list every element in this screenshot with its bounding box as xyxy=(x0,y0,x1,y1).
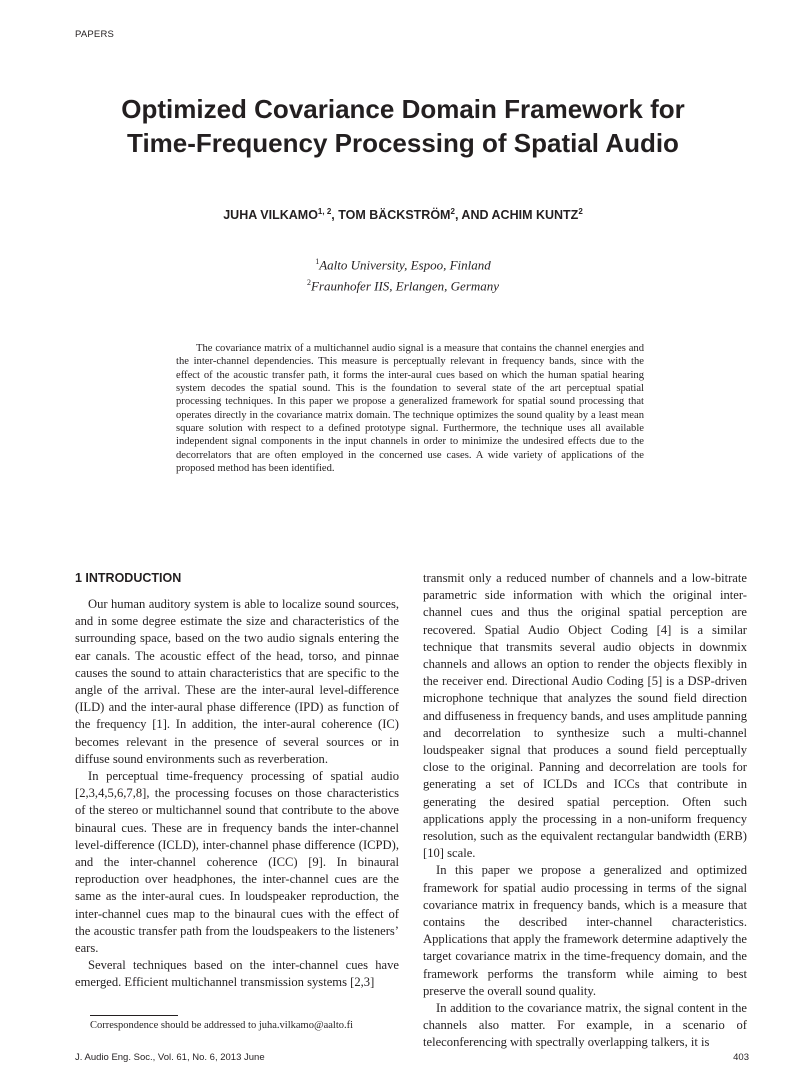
paper-title xyxy=(0,92,806,160)
author-name: , AND ACHIM KUNTZ xyxy=(454,208,579,223)
affiliations xyxy=(0,253,806,296)
title-line-1: Optimized Covariance Domain Framework for xyxy=(121,94,685,124)
author-name: , TOM BÄCKSTRÖM xyxy=(331,208,451,223)
body-paragraph: In perceptual time-frequency processing of spatial audio [2,3,4,5,6,7,8], the processing focuses on those characteristics of the stereo or multichannel sound that contribute to the above binaural cues. These are in frequency bands the inter-channel level-difference (ICLD), inter-channel phase difference (ICPD), and the inter-channel coherence (ICC) [9]. In binaural reproduction over headphones, the inter-channel cues are the same as the inter-aural cues. In loudspeaker reproduction, the inter-channel cues map to the binaural cues with the effect of the acoustic transfer path from the loudspeakers to the listeners’ ears. xyxy=(75,769,399,956)
section-heading: 1 INTRODUCTION xyxy=(75,571,182,585)
author-list xyxy=(0,207,806,222)
body-paragraph: Several techniques based on the inter-channel cues have emerged. Efficient multichannel transmission systems [2,3] xyxy=(75,958,399,990)
body-paragraph: transmit only a reduced number of channels and a low-bitrate parametric side information with which the original inter-channel cues and thus the original spatial perception are recovered. Spatial Audio Object Coding [4] is a similar technique that transmits several audio objects in downmix channels and allows an option to render the objects flexibly in the receiver end. Directional Audio Coding [5] is a DSP-driven microphone technique that analyzes the sound field direction and diffuseness in frequency bands, and uses amplitude panning and decorrelation to synthesize such a multi-channel loudspeaker signal that produces a sound field perceptually close to the original. Panning and decorrelation are tools for generating a set of ICLDs and ICCs that contribute in generating the desired spatial perception. Often such applications apply the processing in a non-uniform frequency resolution, such as the equivalent rectangular bandwidth (ERB) [10] scale. xyxy=(423,571,747,861)
footnote: Correspondence should be addressed to juha.vilkamo@aalto.fi xyxy=(90,1020,354,1031)
affiliation-1 xyxy=(0,253,806,274)
left-column xyxy=(75,596,399,992)
author-affil-marker: 1, 2 xyxy=(317,207,332,216)
affiliation-text: Aalto University, Espoo, Finland xyxy=(319,257,491,273)
page-number: 403 xyxy=(733,1052,749,1063)
body-paragraph: Our human auditory system is able to localize sound sources, and in some degree estimate the size and characteristics of the surrounding space, based on the two audio signals entering the ear canals. The acoustic effect of the head, torso, and pinnae causes the sound to attain characteristics that are specific to the angle of the arrival. These are the inter-aural level-difference (ILD) and the inter-aural phase difference (IPD) as function of the frequency [1]. In addition, the inter-aural coherence (IC) becomes relevant in the presence of several sources or in diffuse sound environments such as reverberation. xyxy=(75,597,399,766)
affiliation-text: Fraunhofer IIS, Erlangen, Germany xyxy=(310,278,500,294)
body-paragraph: In this paper we propose a generalized and optimized framework for spatial audio processing in terms of the signal covariance matrix in frequency bands, which is a measure that contains the described inter-channel characteristics. Applications that apply the framework determine adaptively the target covariance matrix in the time-frequency domain, and the framework performs the transform while aiming to best preserve the overall sound quality. xyxy=(423,863,747,998)
right-column xyxy=(423,570,747,1052)
affiliation-number: 1 xyxy=(315,257,320,266)
author-affil-marker: 2 xyxy=(450,207,455,216)
author-name: JUHA VILKAMO xyxy=(223,208,318,223)
running-header: PAPERS xyxy=(75,29,115,40)
author-affil-marker: 2 xyxy=(578,207,583,216)
affiliation-2 xyxy=(0,274,806,295)
title-line-2: Time-Frequency Processing of Spatial Audio xyxy=(127,128,679,158)
abstract xyxy=(176,342,644,475)
journal-citation: J. Audio Eng. Soc., Vol. 61, No. 6, 2013 June xyxy=(75,1052,265,1063)
footnote-divider xyxy=(90,1015,178,1016)
affiliation-number: 2 xyxy=(306,278,311,288)
abstract-text: The covariance matrix of a multichannel audio signal is a measure that contains the channel energies and the inter-channel dependencies. This measure is perceptually relevant in frequency bands, since with the effect of the acoustic transfer path, it forms the inter-aural cues based on which the human spatial hearing system decodes the spatial sound. This is the foundation to several state of the art perceptual spatial processing techniques. In this paper we propose a generalized framework for spatial sound processing that operates directly in the covariance matrix domain. The technique optimizes the sound quality by a least mean square solution with respect to a defined prototype signal. Furthermore, the technique uses all available independent signal components in the input channels in order to minimize the undesired effects due to the decorrelators that are often employed in the concerned use cases. A wide variety of applications of the proposed method has been identified. xyxy=(176,343,644,475)
body-paragraph: In addition to the covariance matrix, the signal content in the channels also matter. For example, in a scenario of teleconferencing with spectrally overlapping talkers, it is xyxy=(423,1001,747,1050)
